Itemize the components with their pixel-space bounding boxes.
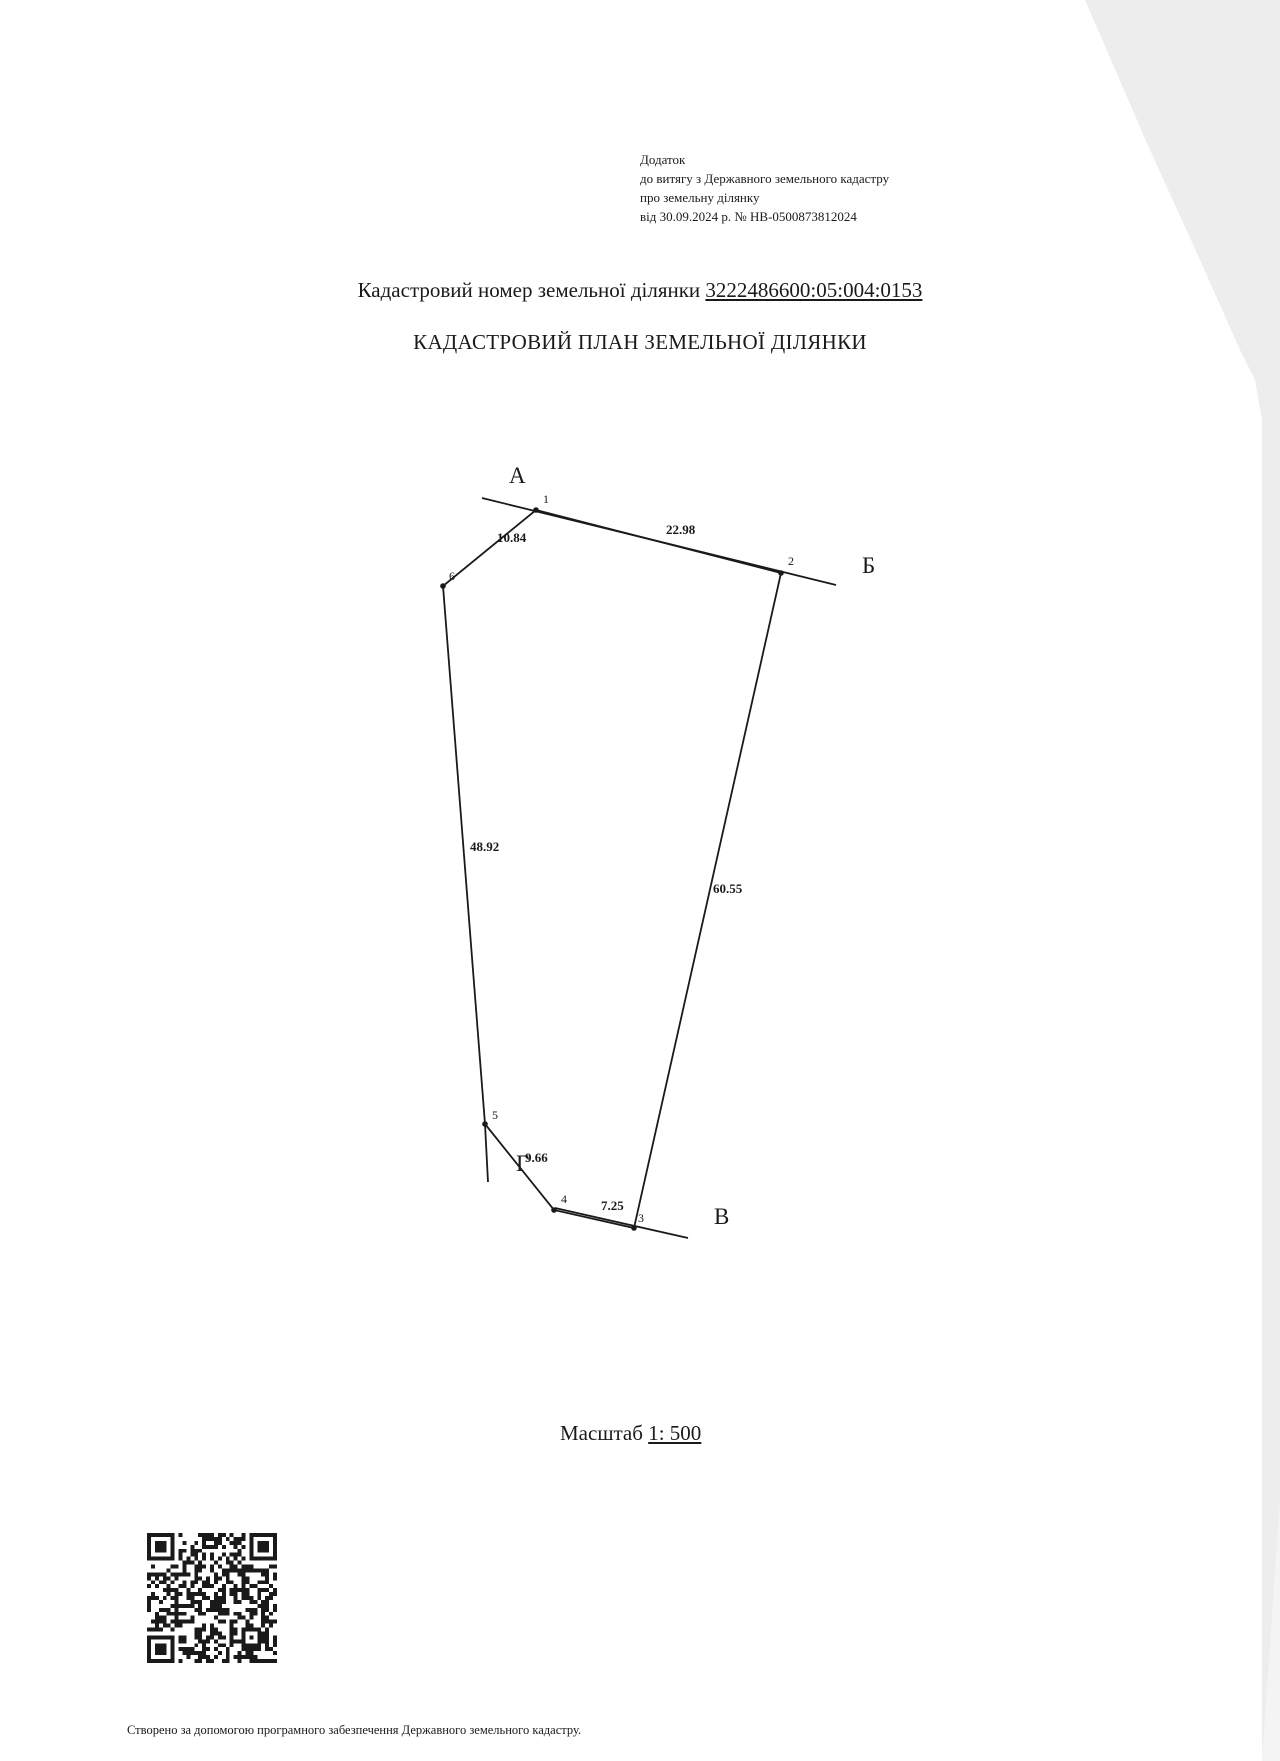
side-length-2-3: 60.55 [713, 881, 743, 896]
vertex-marker-3 [631, 1225, 637, 1231]
side-length-5-6: 48.92 [470, 839, 500, 854]
neighbor-label-g: Г [516, 1151, 530, 1176]
appendix-line-1: Додаток [640, 152, 686, 167]
side-length-6-1: 10.84 [497, 530, 527, 545]
vertex-marker-6 [440, 583, 446, 589]
vertex-label-3: 3 [638, 1211, 644, 1225]
side-length-3-4: 7.25 [601, 1198, 624, 1213]
appendix-line-4: від 30.09.2024 р. № НВ-0500873812024 [640, 209, 857, 224]
vertex-label-6: 6 [449, 569, 455, 583]
footer-note: Створено за допомогою програмного забезпечення Державного земельного кадастру. [127, 1723, 582, 1737]
side-length-4-5: 9.66 [525, 1150, 548, 1165]
cadastral-number: 3222486600:05:004:0153 [705, 278, 923, 302]
scale-label: Масштаб [560, 1421, 643, 1445]
vertex-marker-5 [482, 1121, 488, 1127]
neighbor-label-b: Б [862, 553, 876, 578]
vertex-marker-1 [533, 507, 539, 513]
qr-code [147, 1533, 277, 1663]
vertex-marker-4 [551, 1207, 557, 1213]
plan-title: КАДАСТРОВИЙ ПЛАН ЗЕМЕЛЬНОЇ ДІЛЯНКИ [413, 330, 867, 354]
vertex-marker-2 [778, 570, 784, 576]
cadastral-number-label: Кадастровий номер земельної ділянки [357, 278, 701, 302]
scale-line [560, 1421, 701, 1446]
neighbor-label-v: В [714, 1204, 730, 1229]
boundary-line-g [485, 1124, 488, 1182]
vertex-label-4: 4 [561, 1192, 567, 1206]
scale-value: 1: 500 [648, 1421, 702, 1445]
appendix-line-2: до витягу з Державного земельного кадастру [640, 171, 890, 186]
neighbor-label-a: А [509, 463, 526, 488]
vertex-label-1: 1 [543, 492, 549, 506]
appendix-line-3: про земельну ділянку [640, 190, 760, 205]
vertex-label-5: 5 [492, 1108, 498, 1122]
vertex-label-2: 2 [788, 554, 794, 568]
side-length-1-2: 22.98 [666, 522, 696, 537]
